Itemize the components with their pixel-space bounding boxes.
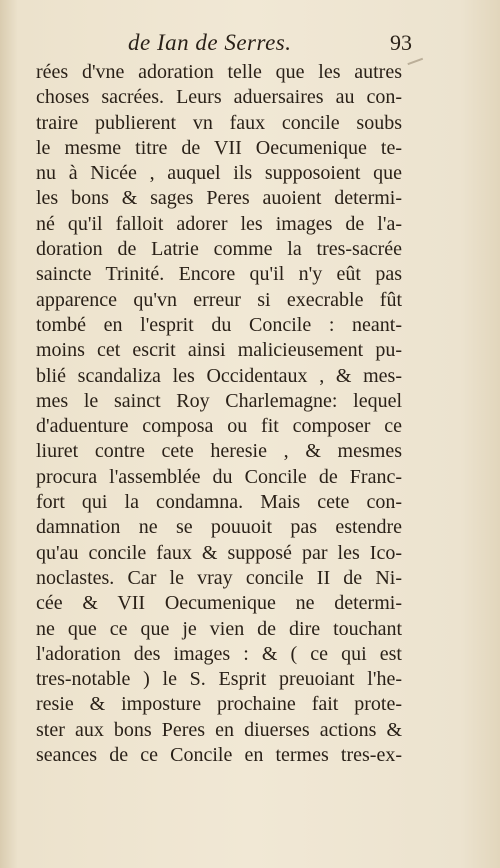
text-line: l'adoration des images : & ( ce qui est [36,642,402,665]
text-line: mes le sainct Roy Charlemagne: lequel [36,389,402,412]
text-line: cée & VII Oecumenique ne determi- [36,592,402,615]
text-line: choses sacrées. Leurs aduersaires au con- [36,86,402,109]
text-line: le mesme titre de VII Oecumenique te- [36,136,402,159]
ink-mark [407,58,428,80]
text-line: les bons & sages Peres auoient determi- [36,187,402,210]
text-line: liuret contre cete heresie , & mesmes [36,440,402,463]
text-line: blié scandaliza les Occidentaux , & mes- [36,364,402,387]
page-number: 93 [390,30,412,55]
text-line: saincte Trinité. Encore qu'il n'y eût pas [36,263,402,286]
text-line: noclastes. Car le vray concile II de Ni- [36,566,402,589]
page-header [128,30,412,56]
text-line: moins cet escrit ainsi malicieusement pu- [36,339,402,362]
text-line: nu à Nicée , auquel ils supposoient que [36,162,402,185]
text-line: seances de ce Concile en termes tres-ex- [36,744,402,767]
text-line: rées d'vne adoration telle que les autres [36,61,402,83]
text-line: tombé en l'esprit du Concile : neant- [36,313,402,336]
text-line: resie & imposture prochaine fait prote- [36,693,402,716]
text-line: fort qui la condamna. Mais cete con- [36,491,402,514]
text-line: doration de Latrie comme la tres-sacrée [36,238,402,261]
text-line: qu'au concile faux & supposé par les Ico- [36,541,402,564]
text-line: tres-notable ) le S. Esprit preuoiant l'he- [36,668,402,691]
text-line: traire publierent vn faux concile soubs [36,111,402,134]
text-line: ne que ce que je vien de dire touchant [36,617,402,640]
text-line: né qu'il falloit adorer les images de l'a- [36,212,402,235]
text-line: ster aux bons Peres en diuerses actions & [36,718,402,741]
text-line: procura l'assemblée du Concile de Franc- [36,465,402,488]
text-line: apparence qu'vn erreur si execrable fût [36,288,402,311]
body-text [36,60,402,768]
text-line: d'aduenture composa ou fit composer ce [36,415,402,438]
running-title: de Ian de Serres. [128,30,292,55]
text-line: damnation ne se pouuoit pas estendre [36,516,402,539]
